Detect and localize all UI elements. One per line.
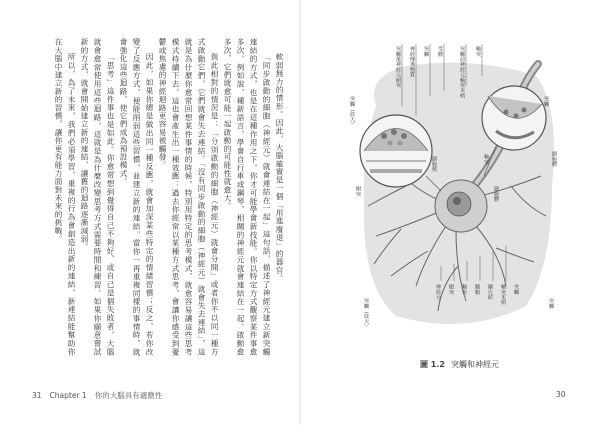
figure-caption-text: 突觸和神經元 [450, 360, 499, 369]
paragraph: 「同步啟動的細胞（神經元）就會連結在一起」這句話，描述了神經元建立新突觸連結的方式，也是在這種作用之下，你才可能學會新技能。你以特定方式觀察某件事愈多次，例如說，種新語言，學會自行車或鋼琴，相關的神經元就會連結在一起。啟動愈多次，它們就愈可能一起啟動的可能性就愈大。 [223, 38, 271, 356]
neuron-synapse-figure [346, 36, 564, 358]
chapter-title: 你的大腦具有適應性 [94, 391, 163, 400]
label-bottom-2: 神經元 [435, 284, 441, 300]
paragraph: 因此，如果你總是做出同一種反應，就會加深某些特定的情緒習慣；反之，若你改變了反應方式，便能削弱這些習慣，並建立新的連結。當你一再重複同樣的事情時，就會強化這些迴路，使它們成為預設模式。 [119, 38, 154, 356]
label-bottom-8: 突觸 [513, 284, 519, 295]
label-mid-2: 軸突 [483, 154, 489, 165]
figure-number: 圖 1.2 [420, 360, 445, 369]
label-top-1: 突觸後神經元樹突 [395, 46, 401, 88]
label-bottom-5: 髓鞘 [474, 284, 480, 295]
label-top-5: 突觸前神經元軸突末梢 [459, 46, 465, 98]
page-number: 31 [32, 391, 42, 400]
right-page-number: 30 [556, 390, 566, 399]
label-bottom-6: 蘭氏結 [487, 284, 493, 300]
label-right-2: 細胞體 [551, 151, 557, 167]
label-top-2: 神經傳導物質 [409, 46, 415, 78]
label-bottom-right: 突觸 [548, 298, 554, 309]
paragraph: 「思考」這件事也是如此。你愈常想到覺得自己不夠好、或自己是個失敗者，大腦就會愈常使用這些迴路，這就是為什麼改變思考方式需要時間和練習。如果你願意嘗試新的方式，就會開始建立新的連結，讓舊的迴路逐漸減弱。 [80, 38, 115, 356]
label-top-6: 軸突 [475, 46, 481, 57]
paragraph: 與此相對的情況是：「分別啟動的細胞（神經元）就會分開」或者你不以同一種方式啟動它們，它們就會失去連結。「沒有同步啟動的細胞（神經元）就會失去連結」，這就是為什麼你愈常回想某件事情的時候，特別用特定的思考模式，就愈容易讓這些思考模式持續下去。這也會產生出一種效應：過去你經常以某種方式思考，會讓你感受到憂鬱或焦慮的神經迴路更容易被觸發。 [158, 38, 219, 356]
left-page-footer [32, 390, 170, 401]
label-mid-3: 細胞體 [493, 186, 499, 202]
label-top-4: 受體 [437, 46, 443, 57]
label-bottom-3: 樹突 [448, 284, 454, 295]
label-left-2: 樹突 [355, 186, 361, 197]
label-right-1: 突觸 [543, 96, 549, 107]
paragraph: 軟弱無力的情形。因此，大腦確實是一個「用進廢退」的器官。 [275, 53, 284, 283]
page-gutter [299, 0, 301, 425]
label-bottom-4: 軸突 [461, 284, 467, 295]
label-bottom-7: 軸突末梢 [500, 284, 506, 305]
label-mid-1: 細胞核 [431, 156, 437, 172]
label-top-3: 突觸 [423, 46, 429, 57]
chapter-label: Chapter 1 [49, 391, 87, 400]
label-left-1: 突觸（放大） [349, 96, 355, 128]
left-page-body-text [56, 38, 286, 356]
paragraph: 所以，為了未來，我們必須學習，重複的行為會創造出新的連結，新連結能幫助你在大腦中建立新的習慣，讓你更有能力面對未來的挑戰。 [54, 38, 76, 356]
figure-caption [420, 359, 499, 370]
label-bottom-1: 突觸（放大） [363, 298, 369, 330]
